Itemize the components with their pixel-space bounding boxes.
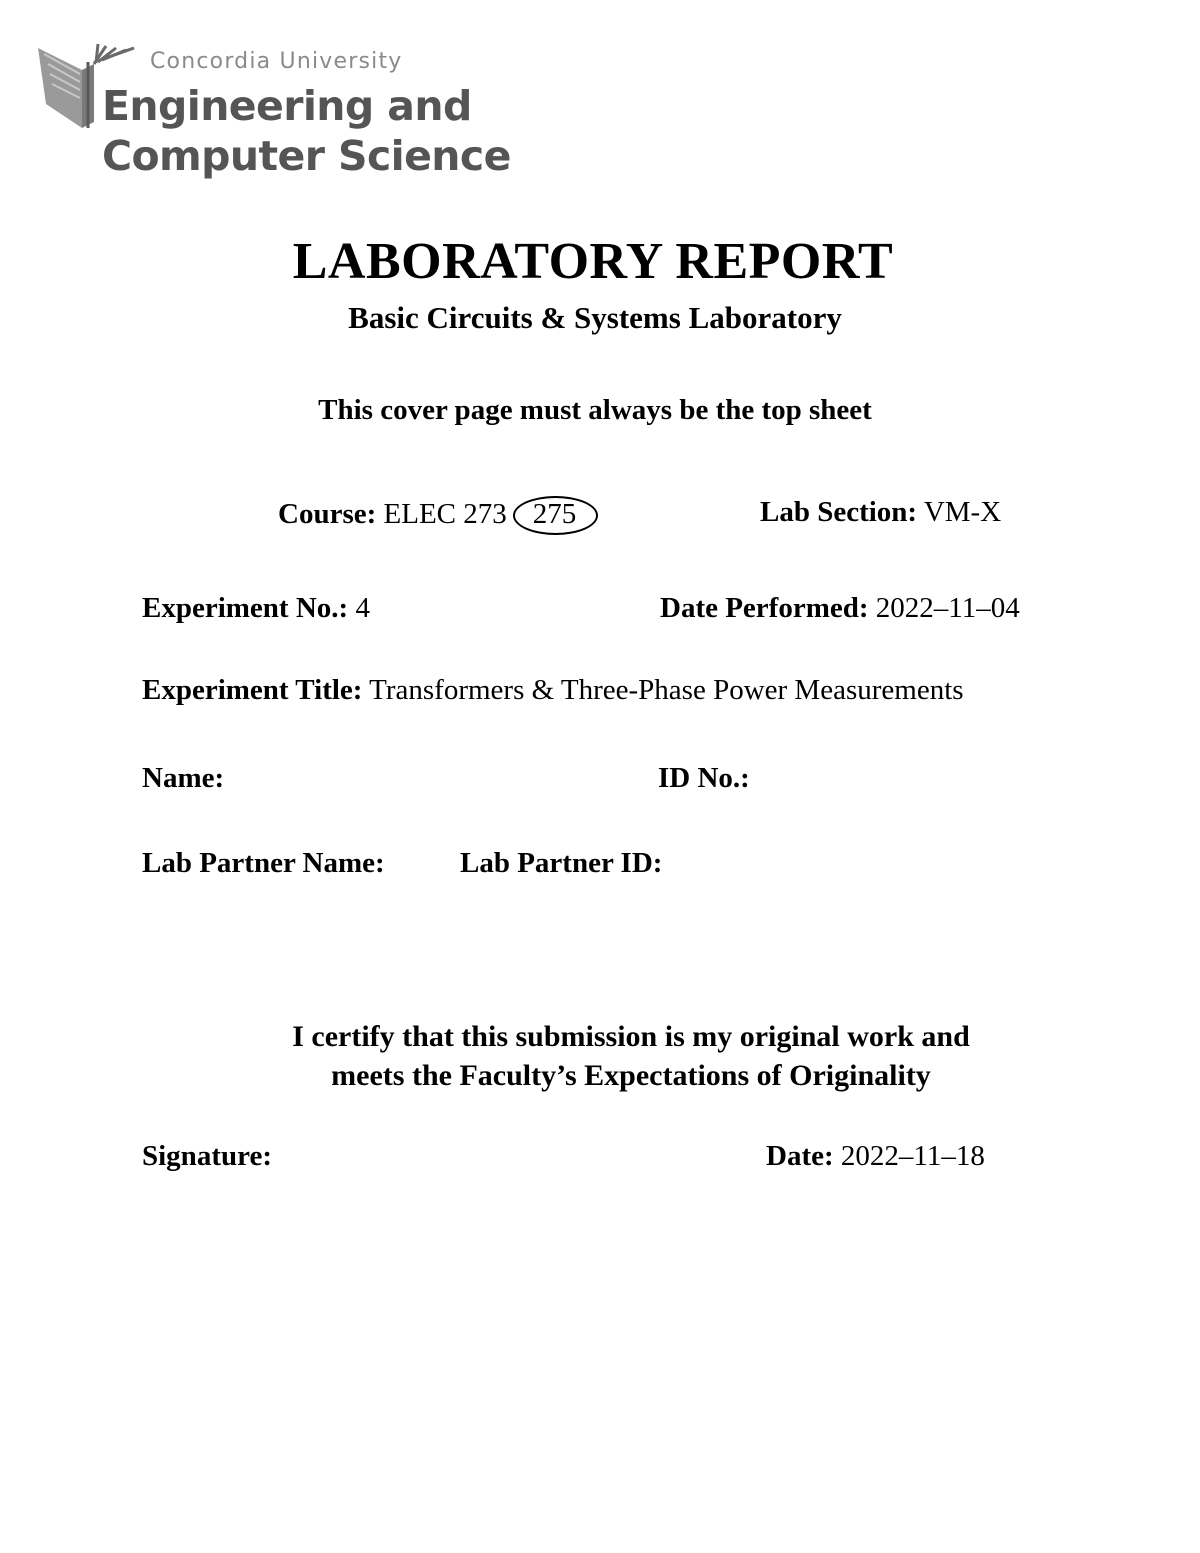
- logo-university-name: Concordia University: [150, 49, 403, 74]
- lab-section-field: [760, 496, 1001, 529]
- faculty-logo: [36, 40, 511, 190]
- id-no-label: ID No.:: [658, 762, 750, 794]
- name-field: [142, 762, 224, 795]
- date-performed-field: [660, 592, 1020, 625]
- certification-line-1: I certify that this submission is my original work and: [292, 1020, 970, 1053]
- signature-label: Signature:: [142, 1140, 272, 1172]
- experiment-no-value: 4: [355, 592, 370, 624]
- originality-certification: [276, 1017, 986, 1095]
- course-option-273: ELEC 273: [383, 498, 507, 530]
- report-title: LABORATORY REPORT: [292, 233, 894, 290]
- date-signed-label: Date:: [766, 1140, 834, 1172]
- lab-partner-id-field: [460, 847, 662, 880]
- experiment-no-label: Experiment No.:: [142, 592, 349, 624]
- lab-section-label: Lab Section:: [760, 496, 918, 528]
- experiment-title-field: [142, 674, 964, 707]
- logo-faculty-line2: Computer Science: [102, 132, 511, 180]
- lab-section-value: VM-X: [923, 496, 1002, 528]
- experiment-title-label: Experiment Title:: [142, 674, 363, 706]
- experiment-no-field: [142, 592, 370, 625]
- course-label: Course:: [278, 498, 377, 530]
- certification-line-2: meets the Faculty’s Expectations of Originality: [331, 1059, 931, 1092]
- experiment-title-value: Transformers & Three-Phase Power Measurements: [369, 674, 964, 706]
- date-signed-value: 2022–11–18: [840, 1140, 985, 1172]
- date-performed-label: Date Performed:: [660, 592, 869, 624]
- report-subtitle: Basic Circuits & Systems Laboratory: [348, 300, 842, 335]
- lab-partner-name-label: Lab Partner Name:: [142, 847, 385, 879]
- lab-partner-id-label: Lab Partner ID:: [460, 847, 663, 879]
- signature-field: [142, 1140, 272, 1173]
- logo-faculty-line1: Engineering and: [102, 82, 472, 130]
- course-field: [278, 496, 598, 535]
- date-signed-field: [766, 1140, 985, 1173]
- id-no-field: [658, 762, 750, 795]
- course-option-275-circled: 275: [513, 496, 599, 535]
- date-performed-value: 2022–11–04: [875, 592, 1020, 624]
- lab-partner-name-field: [142, 847, 385, 880]
- name-label: Name:: [142, 762, 225, 794]
- cover-note: This cover page must always be the top sheet: [318, 394, 872, 426]
